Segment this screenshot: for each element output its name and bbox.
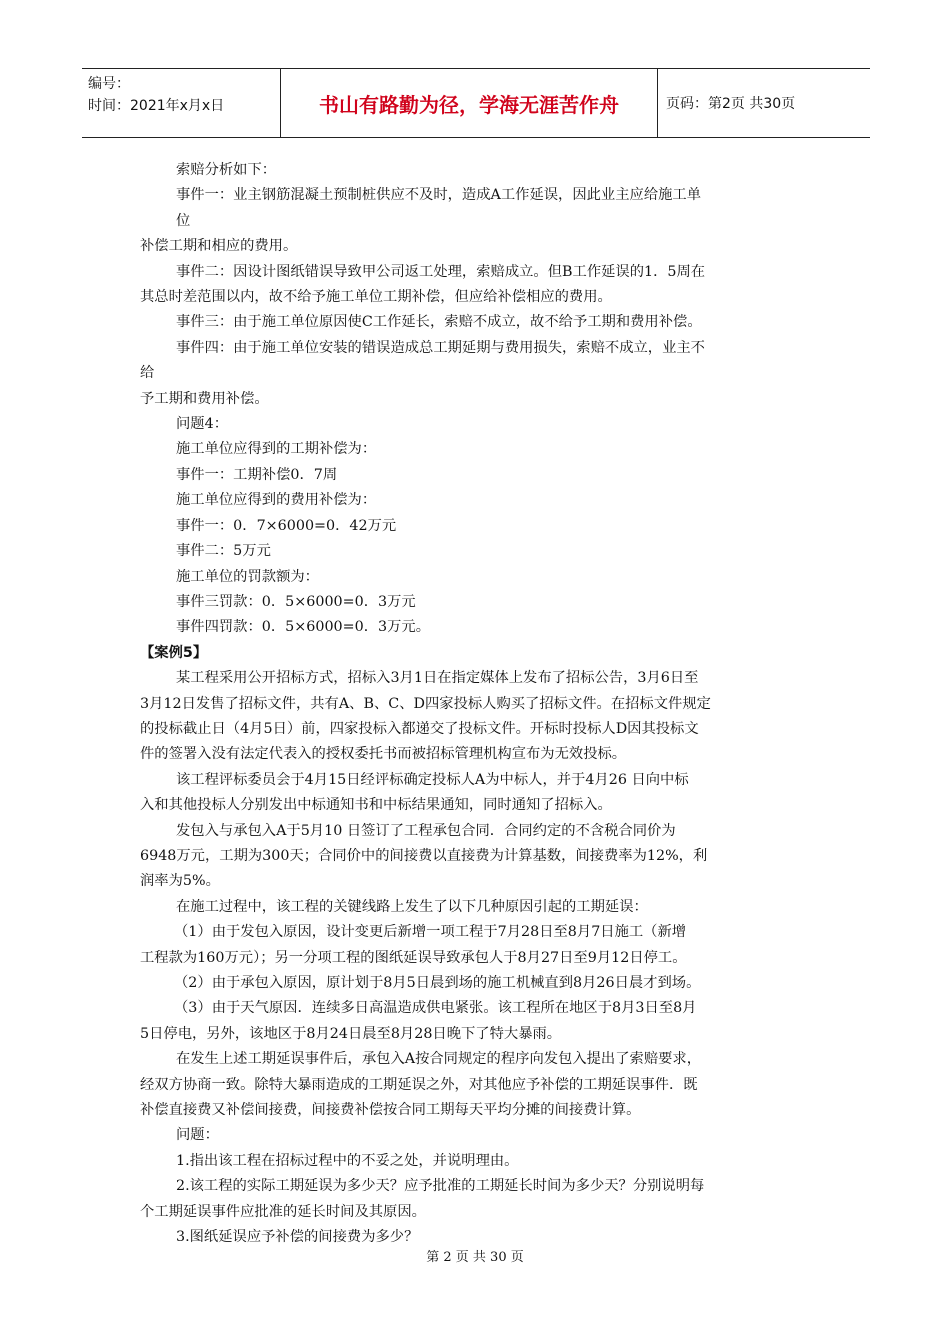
- text-line: 补偿直接费又补偿间接费，间接费补偿按合同工期每天平均分摊的间接费计算。: [140, 1102, 641, 1119]
- text-line: 施工单位应得到的费用补偿为：: [176, 492, 377, 509]
- text-line: 事件三：由于施工单位原因使C工作延长，索赔不成立，故不给予工期和费用补偿。: [176, 314, 702, 331]
- text-line: 位: [176, 212, 191, 229]
- page-header: [82, 68, 870, 138]
- header-date: 时间：2021年x月x日: [88, 98, 225, 114]
- text-line: 个工期延误事件应批准的延长时间及其原因。: [140, 1203, 426, 1220]
- text-line: 经双方协商一致。除特大暴雨造成的工期延误之外，对其他应予补偿的工期延误事件．既: [140, 1076, 698, 1093]
- text-line: 2.该工程的实际工期延误为多少天？应予批准的工期延长时间为多少天？分别说明每: [176, 1178, 705, 1195]
- text-line: 在发生上述工期延误事件后，承包入A按合同规定的程序向发包入提出了索赔要求，: [176, 1051, 702, 1068]
- text-line: 件的签署入没有法定代表入的授权委托书而被招标管理机构宣布为无效投标。: [140, 746, 627, 763]
- text-line: 1.指出该工程在招标过程中的不妥之处，并说明理由。: [176, 1152, 519, 1169]
- text-line: 事件一：0．7×6000=0．42万元: [176, 517, 397, 534]
- text-line: 发包入与承包入A于5月10 日签订了工程承包合同．合同约定的不含税合同价为: [176, 822, 676, 839]
- text-line: 索赔分析如下：: [176, 162, 277, 178]
- text-line: 事件四罚款：0．5×6000=0．3万元。: [176, 619, 430, 636]
- text-line: 事件一：工期补偿0．7周: [176, 466, 338, 483]
- text-line: （3）由于天气原因．连续多日高温造成供电紧张。该工程所在地区于8月3日至8月: [174, 1000, 697, 1017]
- text-line: 的投标截止日（4月5日）前，四家投标入都递交了投标文件。开标时投标人D因其投标文: [140, 720, 699, 737]
- text-line: 3.图纸延误应予补偿的间接费为多少？: [176, 1229, 419, 1246]
- text-line: 问题：: [176, 1127, 219, 1144]
- text-line: 事件一：业主钢筋混凝土预制桩供应不及时，造成A工作延误，因此业主应给施工单: [176, 187, 702, 204]
- text-line: 该工程评标委员会于4月15日经评标确定投标人A为中标人，并于4月26 日向中标: [176, 771, 689, 788]
- text-line: 工程款为160万元）；另一分项工程的图纸延误导致承包人于8月27日至9月12日停工。: [140, 949, 687, 966]
- page-footer: 第 2 页 共 30 页: [426, 1250, 524, 1265]
- text-line: 润率为5%。: [140, 873, 220, 890]
- text-line: （1）由于发包入原因，设计变更后新增一项工程于7月28日至8月7日施工（新增: [174, 924, 687, 941]
- document-body: [140, 158, 810, 1250]
- text-line: 入和其他投标人分别发出中标通知书和中标结果通知，同时通知了招标入。: [140, 797, 612, 814]
- text-line: 给: [140, 365, 155, 382]
- text-line: 某工程采用公开招标方式，招标入3月1日在指定媒体上发布了招标公告，3月6日至: [176, 670, 699, 687]
- header-number: 编号：: [88, 76, 130, 92]
- text-line: 施工单位应得到的工期补偿为：: [176, 441, 377, 458]
- text-line: 事件二：因设计图纸错误导致甲公司返工处理，索赔成立。但B工作延误的1．5周在: [176, 263, 706, 280]
- text-line: 3月12日发售了招标文件，共有A、B、C、D四家投标人购买了招标文件。在招标文件规定: [140, 695, 711, 712]
- header-page-number: 页码：第2页 共30页: [666, 96, 796, 112]
- text-line: 事件二：5万元: [176, 543, 271, 560]
- text-line: 补偿工期和相应的费用。: [140, 238, 298, 255]
- text-line: 事件三罚款：0．5×6000=0．3万元: [176, 593, 416, 610]
- header-meta: [82, 69, 280, 137]
- header-motto: 书山有路勤为径，学海无涯苦作舟: [280, 69, 658, 137]
- case-heading: 【案例5】: [140, 644, 208, 661]
- text-line: 事件四：由于施工单位安装的错误造成总工期延期与费用损失，索赔不成立，业主不: [176, 339, 705, 356]
- text-line: 施工单位的罚款额为：: [176, 568, 319, 585]
- text-line: 问题4：: [176, 416, 228, 433]
- text-line: 予工期和费用补偿。: [140, 390, 269, 407]
- text-line: （2）由于承包入原因，原计划于8月5日晨到场的施工机械直到8月26日晨才到场。: [174, 975, 701, 991]
- text-line: 6948万元，工期为300天；合同价中的间接费以直接费为计算基数，间接费率为12%，利: [140, 847, 708, 864]
- text-line: 5日停电，另外，该地区于8月24日晨至8月28日晚下了特大暴雨。: [140, 1025, 562, 1042]
- text-line: 其总时差范围以内，故不给予施工单位工期补偿，但应给补偿相应的费用。: [140, 289, 612, 306]
- text-line: 在施工过程中，该工程的关键线路上发生了以下几种原因引起的工期延误：: [176, 898, 648, 915]
